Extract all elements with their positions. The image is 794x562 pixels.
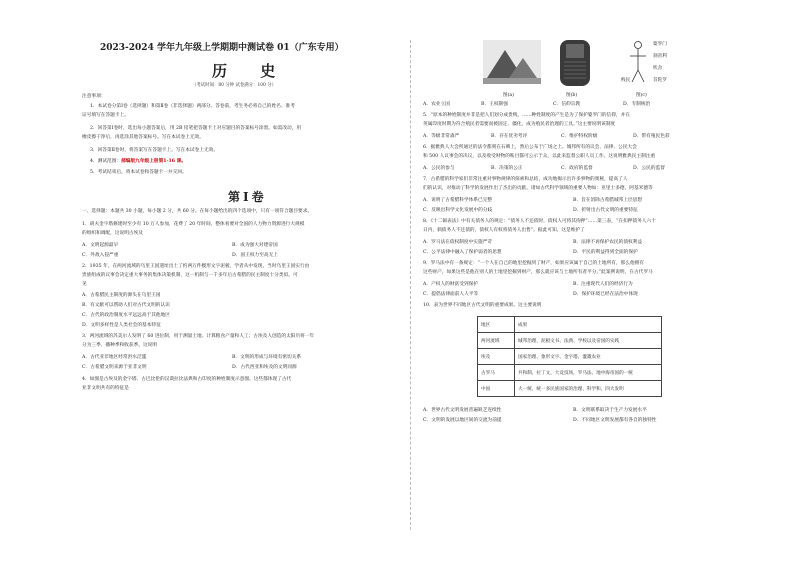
table-header: 成果 — [515, 317, 662, 333]
caste-label: 首陀罗 — [653, 78, 667, 83]
caste-label: 刹帝利 — [653, 54, 667, 59]
table-row — [478, 381, 662, 397]
notice-item: 5．考试结束后，将本试卷和答题卡一并交回。 — [90, 170, 187, 175]
table-header-row — [478, 317, 662, 333]
option-c: C．信仰宗教 — [553, 102, 581, 107]
option-b: B．有文献可以帮助人们对古代文明的认识 — [82, 303, 170, 308]
caste-label: 吠舍 — [653, 66, 663, 71]
option-b: B．法律不再保护农民的债权利益 — [573, 240, 643, 245]
part-intro: 一、选择题：本题共 30 小题，每小题 2 分，共 60 分。在每小题给出的四个选项中，只有一项符合题目要求。 — [82, 209, 313, 214]
column-divider — [410, 40, 411, 530]
table-header: 地区 — [478, 317, 515, 333]
table-cell: 古罗马 — [478, 365, 515, 381]
question-text: 英属印度时期为符合殖民者需要而被固定、僵化，成为殖民者治理的工具。”这主要说明该制度 — [423, 122, 616, 127]
left-column — [82, 38, 400, 538]
question-text: 见 — [82, 282, 87, 287]
right-column — [423, 38, 723, 538]
option-c: C．古代的政治制度水平远远高于其他地区 — [82, 313, 170, 318]
option-c: C．古希腊文明来源于亚非文明 — [82, 365, 147, 370]
option-b: B．文明的形成与环境有密切关系 — [232, 355, 302, 360]
table-cell: 国家治理、象形文字、金字塔、灌溉农业 — [515, 349, 662, 365]
option-d: D．平民的利益得到全面的保护 — [573, 250, 638, 255]
achievement-table — [477, 316, 662, 397]
caste-side-label: 贱民 — [621, 78, 631, 83]
question-text: 和 500 人议事会的决议，以及收受财物的账目都可公示于众，以此来监督公职人员工作。这说明雅典民主制注重 — [423, 154, 656, 159]
option-b: B．决策的公正 — [491, 166, 523, 171]
option-c: C．反映出科学文化发展中的分歧 — [423, 208, 493, 213]
option-a: A．文明起源最早 — [82, 243, 119, 248]
option-d: D．保护环境已经在法治中体现 — [573, 292, 638, 297]
question-text: 4．如图是古埃及的金字塔、古巴比伦的汉谟拉比法典和古印度的种姓制度示意图。这些都体现了古代 — [82, 377, 292, 382]
option-d: D．国王权力至高无上 — [232, 253, 278, 258]
question-text: 2．1935 年，在两河流域的乌里王国遗址出土了约两万件楔形文字泥板，学者从中发现，当时乌里王国实行由 — [82, 264, 310, 269]
option-d: D．带有殖民色彩 — [633, 134, 670, 139]
table-cell: 城邦治理、泥板文书、法典、学校以及帝国的实践 — [515, 333, 662, 349]
table-row — [478, 333, 662, 349]
option-d: D．折射出古代文明的重要特征 — [573, 208, 638, 213]
caste-label: 婆罗门 — [653, 42, 667, 47]
question-text: 的组织和调配，这说明古埃及 — [82, 231, 143, 236]
option-d: D．不同地区文明发展都有各自的独特性 — [573, 418, 657, 423]
image-caption: 图(c) — [636, 93, 647, 98]
option-a: A．说明了古希腊科学体系已完整 — [423, 198, 493, 203]
option-a: A．世界古代文明发展普遍缺乏连续性 — [423, 408, 502, 413]
option-b: B．旨在消除古希腊城邦上层思想 — [573, 198, 643, 203]
notice-item: 证号填写在答题卡上。 — [82, 113, 129, 118]
question-text: 7．古希腊的科学家们非常注重对事物规律的探索和总结，成功地揭示出许多事物的奥秘，提高了人 — [423, 177, 628, 182]
question-text: 5．“原本的种姓制度并非是把人们划分成贵贱，……种姓制度的产生是为了保护婆罗门的信仰，并在 — [423, 113, 630, 118]
option-c: C．文明的发展以地区间的交流为前提 — [423, 418, 502, 423]
notice-item: 1．本试卷分第Ⅰ卷（选择题）和第Ⅱ卷（非选择题）两部分。答卷前，考生务必将自己的姓名、准考 — [90, 104, 295, 109]
question-text: 们的认识，对推动了科学的发展作出了杰出的贡献。诸如古代科学领域的重要人物如：亚里士多德，阿基米德等 — [423, 186, 653, 191]
question-text: 6．据雅典人大会所通过的法令都刻在石碑上，然后公布于广场之上。城邦所有的议会、法律、公民大会 — [423, 145, 637, 150]
option-d: D．专制统治 — [623, 102, 651, 107]
option-c: C．提倡法律面前人人平等 — [423, 292, 479, 297]
question-text: 9．罗马法中有一条规定：“一个人在自己的地里挖掘到了财产，如果应该属于自己的土地所有，那么他拥有 — [423, 261, 645, 266]
question-text: 分为三季、播种季和收获季。这说明 — [82, 343, 158, 348]
section-title: 第Ⅰ卷 — [228, 190, 267, 204]
table-row — [478, 349, 662, 365]
notice-item: 2．回答第Ⅰ卷时，选出每小题答案后，用 2B 铅笔把答题卡上对应题目的答案标号涂黑。如需改动，用 — [90, 126, 302, 131]
table-cell: 大一统、统一多民族国家的治理、科学和、四大发明 — [515, 381, 662, 397]
notice-item: 3．回答第Ⅱ卷时，将答案写在答题卡上。写在本试卷上无效。 — [90, 148, 219, 153]
option-d: D．文明多样性是人类社会的基本特征 — [82, 323, 161, 328]
option-a: A．等级非常森严 — [423, 134, 460, 139]
table-cell: 埃及 — [478, 349, 515, 365]
option-a: A．古代亚非地区经常洪水泛滥 — [82, 355, 147, 360]
question-text: 10．表为世界不同地区古代文明的重要成果。这主要说明 — [423, 303, 542, 308]
option-d: D．古代西亚和埃及的文明同源 — [232, 365, 297, 370]
option-c: C．政府的监督 — [561, 166, 593, 171]
option-c: C．公平法律中融入了保护弱者的思想 — [423, 250, 502, 255]
question-text: 这些财产，如果这些是他在别人的土地里挖掘到财产，那么就应该与土地所有者平分。”此案例说明，在古代罗马 — [423, 270, 653, 275]
option-d: D．公民的监督 — [633, 166, 665, 171]
option-a: A．古希腊民主制度的源头在乌里王国 — [82, 293, 161, 298]
table-row — [478, 365, 662, 381]
option-b: B．王权制强 — [481, 102, 508, 107]
question-text: 贵族组成的议事会决定重大事务的集体决策机制，这一机制与一千多年后古希腊的民主制度十分类似。可 — [82, 273, 298, 278]
exam-meta: （考试时间：80 分钟 试卷满分：100 分） — [192, 83, 277, 88]
image-caption: 图(b) — [566, 93, 578, 98]
exam-title: 2023-2024 学年九年级上学期期中测试卷 01（广东专用） — [100, 43, 344, 53]
option-c: C．外敌入侵严重 — [82, 253, 119, 258]
question-text: 3．两河流域的苏美尔人发明了 60 进位制，用于测量土地、计算粮食产量和人工；古埃及人创造的太阳历将一年 — [82, 334, 315, 339]
notice-item: 橡皮擦干净后，再选涂其他答案标号。写在本试卷上无效。 — [82, 135, 204, 140]
notice-heading: 注意事项： — [82, 94, 106, 99]
option-b: B．存在优劣考评 — [491, 134, 528, 139]
table-cell: 共和制、拉丁文、大竞技场，罗马法、地中海帝国的一统 — [515, 365, 662, 381]
option-b: B．注重现代人们的经济行为 — [573, 282, 633, 287]
image-caption: 图(a) — [503, 93, 514, 98]
scope-highlight: 部编版九年级上册第1-16 课。 — [121, 159, 187, 164]
option-b: B．成为强大对建帝国 — [232, 243, 278, 248]
table-cell: 两河流域 — [478, 333, 515, 349]
question-text: 8．《十二铜表法》中有关债务人的规定：“债务人不还债时，债权人可将其拘押”……第三表，“在扣押债务人六十 — [423, 219, 656, 224]
code-of-hammurabi-image — [558, 40, 592, 86]
pyramid-image — [483, 40, 541, 84]
subject-title: 历 史 — [212, 62, 290, 80]
option-a: A．产权人的财富受到保护 — [423, 282, 478, 287]
option-a: A．农业立国 — [423, 102, 450, 107]
option-a: A．公民的参与 — [423, 166, 455, 171]
question-text: 1．胡夫金字塔修建时至少有 10 万人参加，花费了 20 年时间，整体看要对全国的人力物力资源进行大规模 — [82, 222, 305, 227]
option-a: A．罗马法在债权制度中实施严苛 — [423, 240, 493, 245]
option-b: B．文明联系取决于生产力发展水平 — [573, 408, 647, 413]
option-c: C．维护特权阶级 — [561, 134, 598, 139]
question-text: 日内，倘债务人不还债的，债权人有权将债务人出售”。据此可知，这是维护了 — [423, 228, 585, 233]
notice-item: 4．测试范围：部编版九年级上册第1-16 课。 — [90, 159, 187, 164]
table-cell: 中国 — [478, 381, 515, 397]
question-text: 亚非文明共有的特征是 — [82, 386, 129, 391]
